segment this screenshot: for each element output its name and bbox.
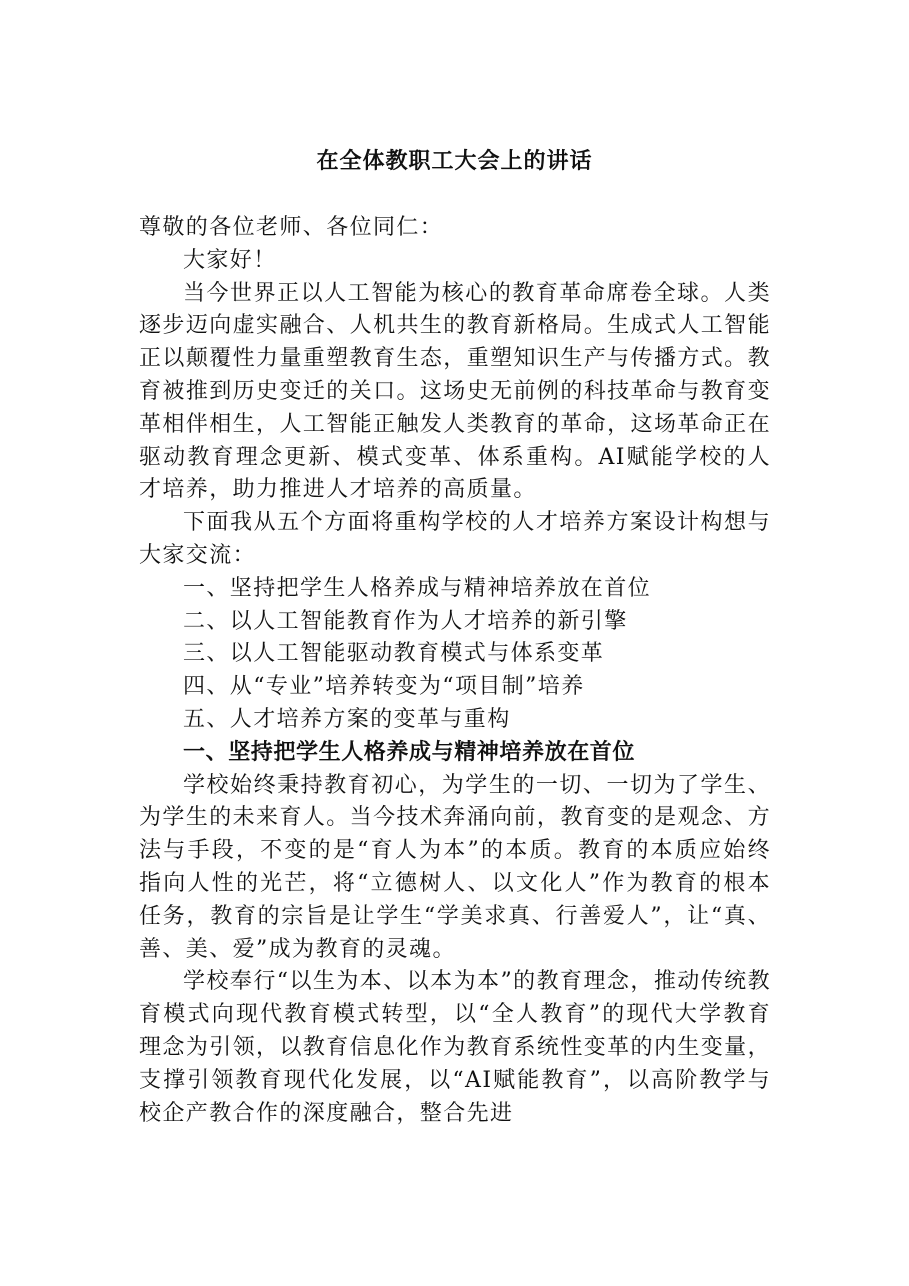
section-heading: 一、坚持把学生人格养成与精神培养放在首位 — [183, 739, 636, 765]
outline-item: 二、以人工智能教育作为人才培养的新引擎 — [183, 608, 628, 634]
outline-item: 五、人才培养方案的变革与重构 — [183, 706, 511, 732]
outline-item: 三、以人工智能驱动教育模式与体系变革 — [183, 641, 605, 667]
paragraph: 下面我从五个方面将重构学校的人才培养方案设计构想与大家交流： — [139, 510, 771, 568]
greeting: 大家好！ — [183, 247, 277, 273]
outline-item: 一、坚持把学生人格养成与精神培养放在首位 — [183, 575, 652, 601]
document-title: 在全体教职工大会上的讲话 — [316, 148, 593, 174]
paragraph: 当今世界正以人工智能为核心的教育革命席卷全球。人类逐步迈向虚实融合、人机共生的教育新格局。生成式人工智能正以颠覆性力量重塑教育生态，重塑知识生产与传播方式。教育被推到历史变迁的关口。这场史无前例的科技革命与教育变革相伴相生，人工智能正触发人类教育的革命，这场革命正在驱动教育理念更新、模式变革、体系重构。AI赋能学校的人才培养，助力推进人才培养的高质量。 — [139, 280, 771, 503]
salutation: 尊敬的各位老师、各位同仁： — [139, 215, 444, 240]
outline-item: 四、从“专业”培养转变为“项目制”培养 — [183, 674, 585, 700]
paragraph: 学校始终秉持教育初心，为学生的一切、一切为了学生、为学生的未来育人。当今技术奔涌向前，教育变的是观念、方法与手段，不变的是“育人为本”的本质。教育的本质应始终指向人性的光芒，将“立德树人、以文化人”作为教育的根本任务，教育的宗旨是让学生“学美求真、行善爱人”，让“真、善、美、爱”成为教育的灵魂。 — [139, 772, 771, 962]
document-body — [139, 212, 771, 1130]
paragraph: 学校奉行“以生为本、以本为本”的教育理念，推动传统教育模式向现代教育模式转型，以“全人教育”的现代大学教育理念为引领，以教育信息化作为教育系统性变革的内生变量，支撑引领教育现代化发展，以“AI赋能教育”，以高阶教学与校企产教合作的深度融合，整合先进 — [139, 969, 771, 1126]
